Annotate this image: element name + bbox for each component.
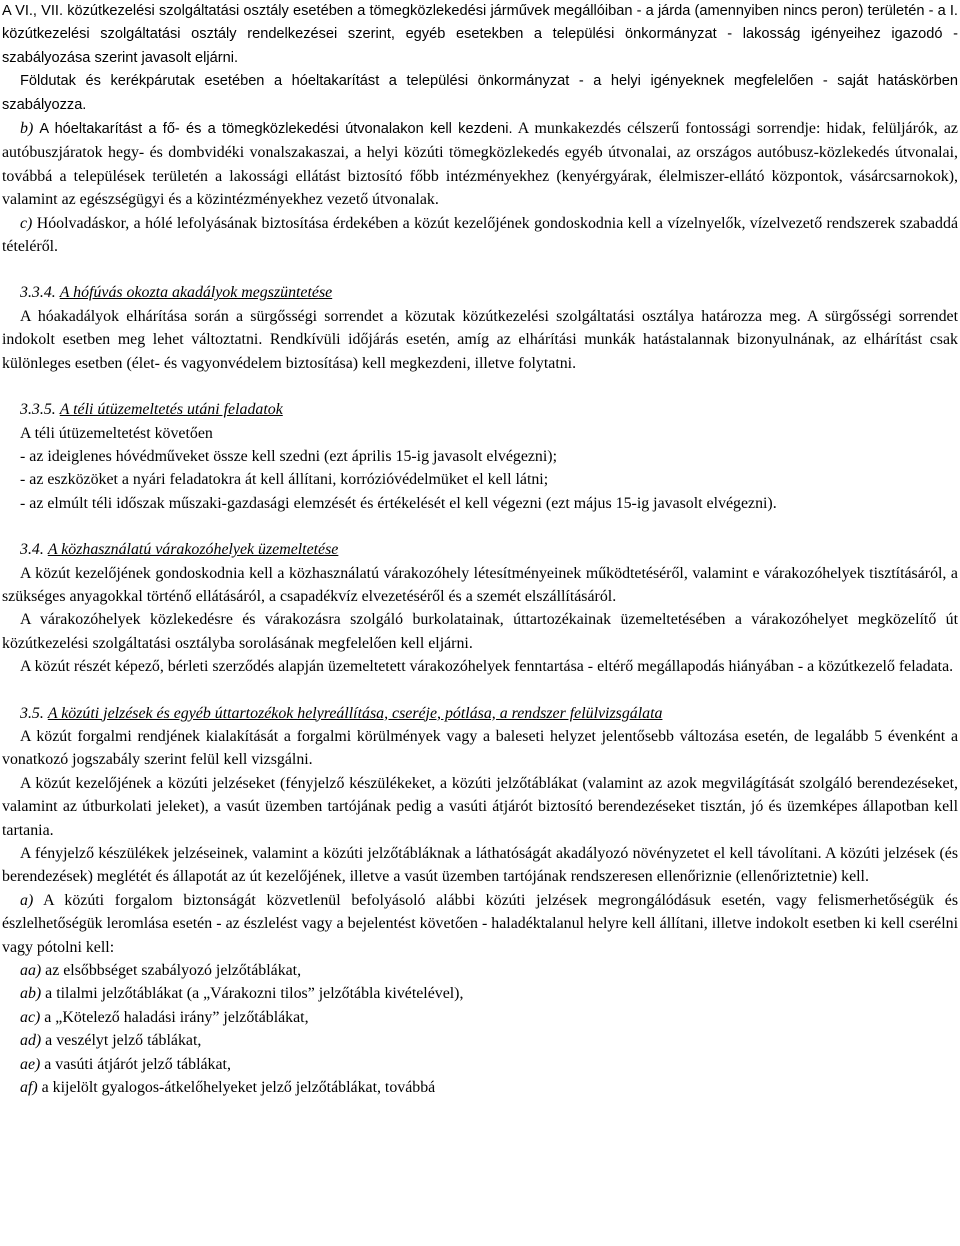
list-item: - az elmúlt téli időszak műszaki-gazdasági elemzését és értékelését el kell végezni (ezt május 15-ig javasolt elvégezni). bbox=[20, 494, 777, 512]
section-35-paragraph: A közút forgalmi rendjének kialakítását a forgalmi körülmények vagy a baleseti helyzet jelentősebb változása esetén, de legalább 5 évenként a vonatkozó jogszabály szerint felül kell vizsgálni. bbox=[2, 727, 958, 769]
paragraph-dirt-roads: Földutak és kerékpárutak esetében a hóeltakarítást a települési önkormányzat - a helyi igényeknek megfelelően - saját hatáskörben szabályozza. bbox=[2, 73, 958, 113]
sub-item-label: ae) bbox=[20, 1055, 41, 1073]
sub-item-text: a vasúti átjárót jelző táblákat, bbox=[44, 1055, 231, 1073]
sub-item-text: a kijelölt gyalogos-átkelőhelyeket jelző jelzőtáblákat, továbbá bbox=[41, 1079, 436, 1097]
paragraph-a-text: A közúti forgalom biztonságát közvetlenül befolyásoló alábbi közúti jelzések megrongálódásuk esetén, vagy felismerhetőségük és észlelhetőségük leromlása esetén - az észlelést vagy a bejelentést követően - haladéktalanul helyre kell állítani, illetve indokolt esetben ki kell cserélni vagy pótolni kell: bbox=[2, 891, 958, 956]
section-title: A közúti jelzések és egyéb úttartozékok helyreállítása, cseréje, pótlása, a rendszer felülvizsgálata bbox=[47, 704, 663, 722]
sub-item-label: af) bbox=[20, 1079, 38, 1097]
list-item: - az eszközöket a nyári feladatokra át kell állítani, korrózióvédelmüket el kell látni; bbox=[20, 471, 549, 489]
label-c: c) bbox=[20, 214, 33, 232]
sub-item-text: a veszélyt jelző táblákat, bbox=[45, 1032, 202, 1050]
sub-list-item bbox=[2, 959, 958, 982]
section-334-body: A hóakadályok elhárítása során a sürgősségi sorrendet a közutak közútkezelési szolgáltatási osztálya határozza meg. A sürgősségi sorrendet indokolt esetben meg lehet változtatni. Rendkívüli időjárás esetén, amíg az elhárítási munkák hatástalannak bizonyulnának, az elhárítást csak különleges esetben (élet- és vagyonvédelem biztosítása) kell megkezdeni, illetve folytatni. bbox=[2, 307, 958, 372]
list-item: - az ideiglenes hóvédműveket össze kell szedni (ezt április 15-ig javasolt elvégezni); bbox=[20, 447, 557, 465]
label-a: a) bbox=[20, 891, 34, 909]
sub-item-text: a „Kötelező haladási irány” jelzőtáblákat, bbox=[44, 1008, 309, 1026]
sub-item-text: az elsőbbséget szabályozó jelzőtáblákat, bbox=[45, 962, 302, 980]
section-title: A közhasználatú várakozóhelyek üzemeltetése bbox=[47, 541, 339, 559]
paragraph-b-lead: A hóeltakarítást a fő- és a tömegközlekedési útvonalakon kell kezdeni. bbox=[39, 121, 513, 138]
section-title: A téli útüzemeltetés utáni feladatok bbox=[59, 401, 283, 419]
section-heading-335 bbox=[2, 398, 958, 421]
paragraph-c bbox=[2, 212, 958, 259]
paragraph-b bbox=[2, 117, 958, 212]
section-35-paragraph-a bbox=[2, 889, 958, 959]
sub-list-item bbox=[2, 1006, 958, 1029]
sub-list-item bbox=[2, 982, 958, 1005]
paragraph-b-rest: A munkakezdés célszerű fontossági sorrendje: hidak, felüljárók, az autóbuszjáratok hegy- és dombvidéki vonalszakaszai, a helyi közúti tömegközlekedés egyéb útvonalai, az országos autóbusz-közlekedés útvonalai, továbbá a települések területén a lakossági ellátást biztosító főbb intézményekhez (kenyérgyárak, élelmiszer-ellátó központok, vásárcsarnokok), valamint az egészségügyi és a közintézményekhez vezető útvonalak. bbox=[2, 120, 958, 209]
section-34-paragraph: A közút részét képező, bérleti szerződés alapján üzemeltetett várakozóhelyek fenntartása - eltérő megállapodás hiányában - a közútkezelő feladata. bbox=[20, 658, 954, 676]
sub-item-text: a tilalmi jelzőtáblákat (a „Várakozni tilos” jelzőtábla kivételével), bbox=[45, 985, 464, 1003]
section-35-paragraph: A közút kezelőjének a közúti jelzéseket (fényjelző készülékeket, a közúti jelzőtáblákat (valamint az azok megvilágítását szolgáló berendezéseket, valamint az útburkolati jeleket), a vasút üzemben tartójának pedig a vasúti átjárót biztosító berendezéseket tisztán, jó és üzemképes állapotban kell tartania. bbox=[2, 774, 958, 839]
sub-item-label: ad) bbox=[20, 1032, 42, 1050]
section-number: 3.3.5. bbox=[20, 401, 56, 419]
section-heading-334 bbox=[2, 281, 958, 304]
paragraph-stop-sidewalk: A VI., VII. közútkezelési szolgáltatási osztály esetében a tömegközlekedési járművek megállóiban - a járda (amennyiben nincs peron) területén - a I. közútkezelési szolgáltatási osztály rendelkezései szerint, egyéb esetekben a települési önkormányzat - lakosság igényeihez igazodó - szabályozása szerint javasolt eljárni. bbox=[2, 3, 958, 66]
sub-item-label: ab) bbox=[20, 985, 42, 1003]
paragraph-c-text: Hóolvadáskor, a hólé lefolyásának biztosítása érdekében a közút kezelőjének gondoskodnia kell a vízelnyelők, vízelvezető rendszerek szabaddá tételéről. bbox=[2, 214, 958, 256]
sub-list-item bbox=[2, 1076, 958, 1099]
section-number: 3.3.4. bbox=[20, 284, 56, 302]
label-b: b) bbox=[20, 120, 34, 138]
section-number: 3.4. bbox=[20, 541, 44, 559]
section-35-paragraph: A fényjelző készülékek jelzéseinek, valamint a közúti jelzőtábláknak a láthatóságát akadályozó növényzetet el kell távolítani. A közúti jelzések (és berendezések) meglétét és állapotát az út kezelőjének, illetve a vasút üzemben tartójának rendszeresen ellenőriznie (ellenőriztetnie) kell. bbox=[2, 845, 958, 886]
section-heading-34 bbox=[2, 538, 958, 561]
section-number: 3.5. bbox=[20, 704, 44, 722]
sub-item-label: aa) bbox=[20, 962, 42, 980]
section-34-paragraph: A közút kezelőjének gondoskodnia kell a közhasználatú várakozóhely létesítményeinek működtetéséről, valamint e várakozóhelyek tisztításáról, a szükséges anyagokkal történő ellátásáról, a csapadékvíz elvezetéséről és a szemét elszállításáról. bbox=[2, 564, 958, 605]
section-heading-35 bbox=[2, 702, 958, 725]
section-335-intro: A téli útüzemeltetést követően bbox=[20, 424, 213, 442]
sub-list-item bbox=[2, 1029, 958, 1052]
section-34-paragraph: A várakozóhelyek közlekedésre és várakozásra szolgáló burkolatainak, úttartozékainak üzemeltetésében a várakozóhelyet megközelítő út közútkezelési szolgáltatási osztályba sorolásának megfelelően kell eljárni. bbox=[2, 611, 958, 652]
sub-list-item bbox=[2, 1053, 958, 1076]
section-title: A hófúvás okozta akadályok megszüntetése bbox=[59, 284, 333, 302]
sub-item-label: ac) bbox=[20, 1008, 41, 1026]
